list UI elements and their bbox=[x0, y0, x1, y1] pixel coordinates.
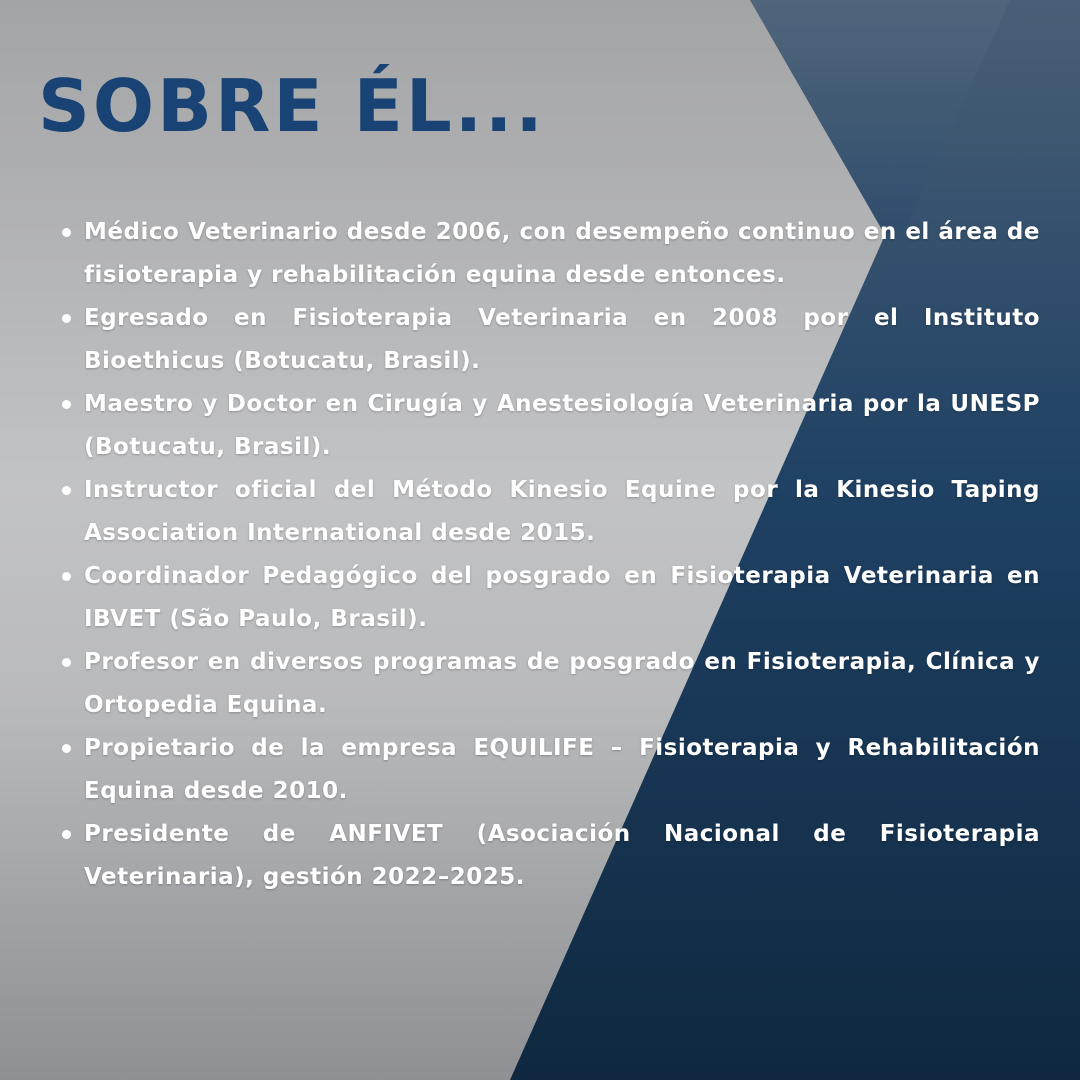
list-item-text: Instructor oficial del Método Kinesio Equine por la Kinesio Taping Association International desde 2015. bbox=[84, 477, 1040, 546]
list-item-text: Propietario de la empresa EQUILIFE – Fisioterapia y Rehabilitación Equina desde 2010. bbox=[84, 735, 1040, 804]
bullet-dot-icon bbox=[62, 572, 71, 581]
page-title: SOBRE ÉL... bbox=[38, 64, 546, 148]
list-item bbox=[84, 383, 1040, 469]
list-item-text: Profesor en diversos programas de posgrado en Fisioterapia, Clínica y Ortopedia Equina. bbox=[84, 649, 1040, 718]
bullet-dot-icon bbox=[62, 400, 71, 409]
list-item-text: Egresado en Fisioterapia Veterinaria en 2008 por el Instituto Bioethicus (Botucatu, Brasil). bbox=[84, 305, 1040, 374]
bullet-dot-icon bbox=[62, 228, 71, 237]
list-item-text: Maestro y Doctor en Cirugía y Anestesiología Veterinaria por la UNESP (Botucatu, Brasil). bbox=[84, 391, 1040, 460]
list-item bbox=[84, 641, 1040, 727]
list-item-text: Médico Veterinario desde 2006, con desempeño continuo en el área de fisioterapia y rehabilitación equina desde entonces. bbox=[84, 219, 1040, 288]
list-item bbox=[84, 555, 1040, 641]
list-item bbox=[84, 727, 1040, 813]
bullet-dot-icon bbox=[62, 314, 71, 323]
list-item bbox=[84, 297, 1040, 383]
bio-list bbox=[60, 211, 1040, 899]
list-item bbox=[84, 469, 1040, 555]
list-item bbox=[84, 813, 1040, 899]
bullet-dot-icon bbox=[62, 658, 71, 667]
list-item bbox=[84, 211, 1040, 297]
bullet-dot-icon bbox=[62, 744, 71, 753]
bullet-dot-icon bbox=[62, 486, 71, 495]
list-item-text: Coordinador Pedagógico del posgrado en Fisioterapia Veterinaria en IBVET (São Paulo, Brasil). bbox=[84, 563, 1040, 632]
bullet-dot-icon bbox=[62, 830, 71, 839]
list-item-text: Presidente de ANFIVET (Asociación Nacional de Fisioterapia Veterinaria), gestión 2022–2025. bbox=[84, 821, 1040, 890]
